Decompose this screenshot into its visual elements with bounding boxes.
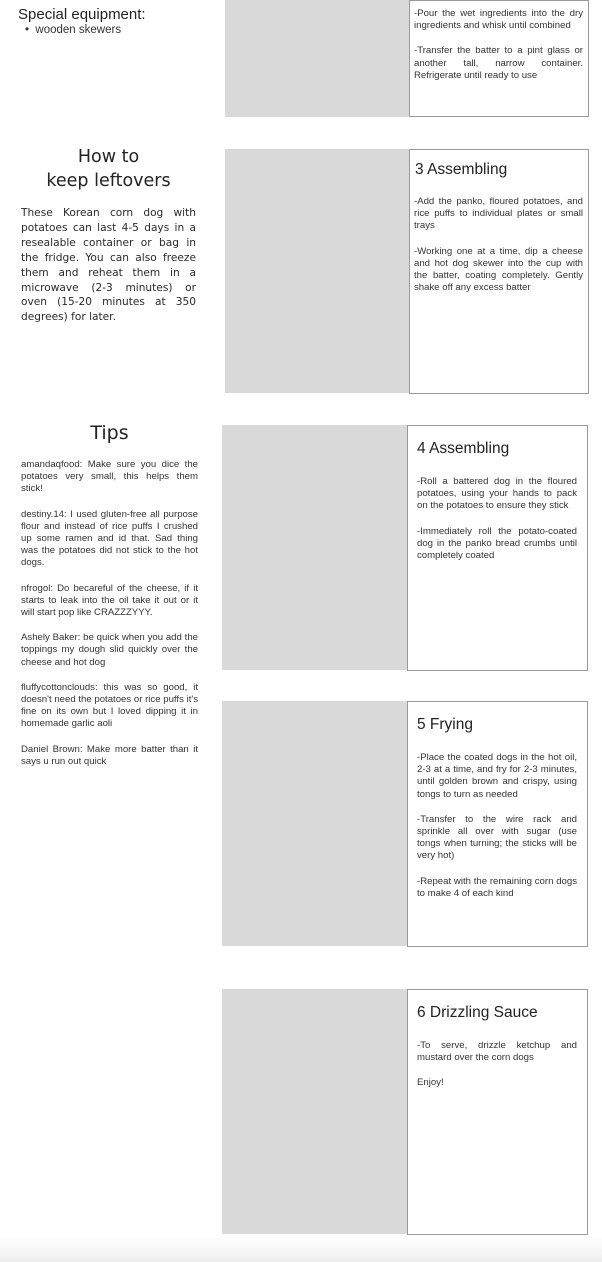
- leftovers-section: [21, 145, 196, 325]
- special-equipment-heading: Special equipment:: [18, 6, 146, 23]
- tip-item: amandaqfood: Make sure you dice the potatoes very small, this helps them stick!: [21, 459, 198, 495]
- tip-item: nfrogol: Do becareful of the cheese, if it starts to leak into the oil take it out or it will start pop like CRAZZZYYY.: [21, 582, 198, 619]
- step-card-6: [407, 989, 588, 1235]
- tips-list: [21, 459, 198, 768]
- step-image-placeholder: [222, 425, 407, 670]
- step-card-text: -Roll a battered dog in the floured potatoes, using your hands to pack on the potatoes to ensure they stick -Immediately roll the potato-coated dog in the panko bread crumbs until completely coated: [417, 476, 577, 562]
- step-title: 5 Frying: [417, 716, 473, 733]
- step-card-text: -Place the coated dogs in the hot oil, 2-3 at a time, and fry for 2-3 minutes, until golden brown and crispy, using tongs to turn as needed -Transfer to the wire rack and sprinkle all over with sugar (use tongs when turning; the sticks will be very hot) -Repeat with the remaining corn dogs to make 4 of each kind: [417, 752, 577, 899]
- step-card-4: [407, 425, 588, 671]
- special-equipment-section: [18, 6, 208, 36]
- step-card-text: -Pour the wet ingredients into the dry ingredients and whisk until combined -Transfer the batter to a pint glass or another tall, narrow container. Refrigerate until ready to use: [414, 8, 583, 81]
- leftovers-body: These Korean corn dog with potatoes can last 4-5 days in a resealable container or bag in the fridge. You can also freeze them and reheat them in a microwave (2-3 minutes) or oven (15-20 minutes at 350 degrees) for later.: [21, 207, 196, 324]
- tips-heading: Tips: [90, 422, 129, 444]
- tip-item: Daniel Brown: Make more batter than it says u run out quick: [21, 743, 198, 767]
- step-image-placeholder: [225, 0, 409, 117]
- step-title: 6 Drizzling Sauce: [417, 1004, 538, 1021]
- leftovers-heading: How to keep leftovers: [46, 147, 171, 191]
- tip-item: destiny.14: I used gluten-free all purpose flour and instead of rice puffs I crushed up some ramen and id that. Sad thing was the potatoes did not stick to the hot dogs.: [21, 508, 198, 569]
- step-card-text: -Add the panko, floured potatoes, and rice puffs to individual plates or small trays -Working one at a time, dip a cheese and hot dog skewer into the cup with the batter, coating completely. Gently shake off any excess batter: [414, 196, 583, 294]
- step-image-placeholder: [222, 701, 407, 946]
- step-card-text: -To serve, drizzle ketchup and mustard over the corn dogs Enjoy!: [417, 1040, 577, 1089]
- bullet-icon: •: [25, 24, 30, 36]
- step-title: 4 Assembling: [417, 440, 510, 457]
- tip-item: Ashely Baker: be quick when you add the toppings my dough slid quickly over the cheese and hot dog: [21, 632, 198, 668]
- step-card: [409, 0, 589, 117]
- step-card-5: [407, 701, 588, 947]
- step-image-placeholder: [225, 149, 409, 393]
- step-image-placeholder: [222, 989, 407, 1234]
- step-title: 3 Assembling: [415, 161, 508, 178]
- tip-item: fluffycottonclouds: this was so good, it doesn't need the potatoes or rice puffs it's fine on its own but I loved dipping it in homemade garlic aoli: [21, 681, 198, 730]
- bottom-fade: [0, 1236, 602, 1262]
- step-card-3: [409, 149, 589, 394]
- special-equipment-item: • wooden skewers: [25, 24, 122, 36]
- tips-section: [21, 421, 198, 781]
